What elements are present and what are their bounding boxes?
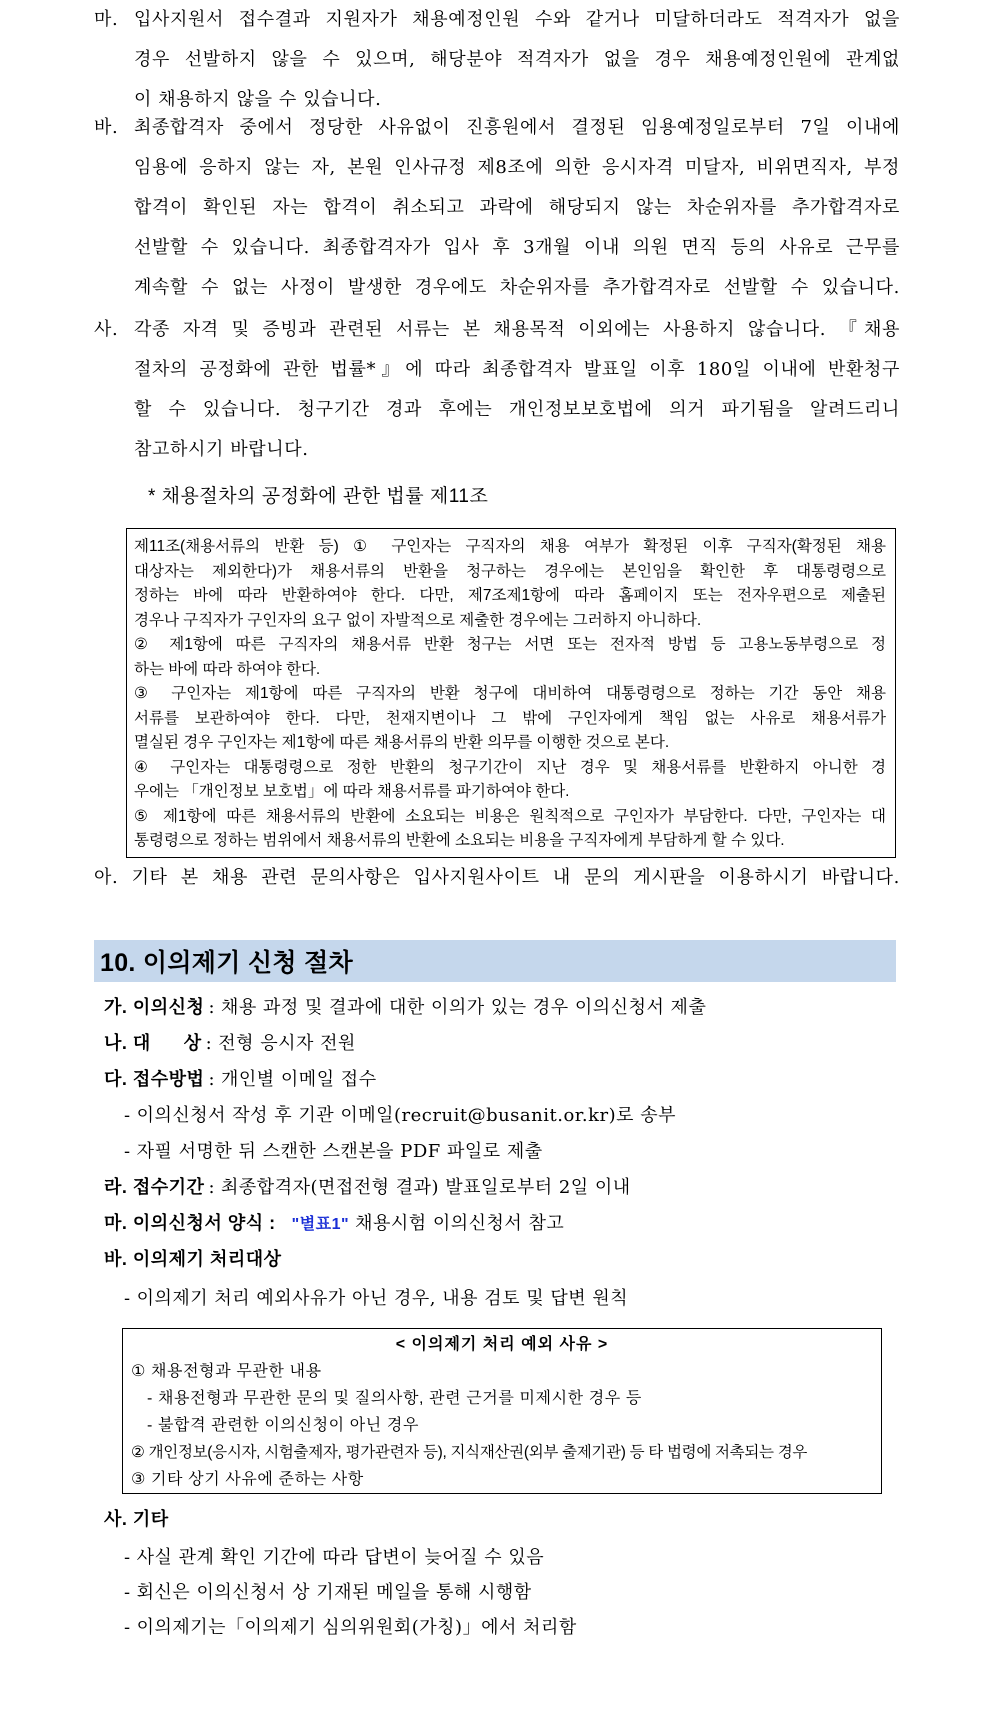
clause-line: 할 수 있습니다. 청구기간 경과 후에는 개인정보보호법에 의거 파기됨을 알려드리니 xyxy=(134,399,900,420)
clause-line: 최종합격자 중에서 정당한 사유없이 진흥원에서 결정된 임용예정일로부터 7일 이내에 xyxy=(134,117,900,138)
law-line: ② 제1항에 따른 구직자의 채용서류 반환 청구는 서면 또는 전자적 방법 등 고용노동부령으로 정 xyxy=(134,636,886,653)
section-title: 10. 이의제기 신청 절차 xyxy=(100,949,353,977)
exception-row: ② 개인정보(응시자, 시험출제자, 평가관련자 등), 지식재산권(외부 출제기관) 등 타 법령에 저촉되는 경우 xyxy=(131,1444,808,1461)
item-target xyxy=(104,1029,356,1055)
sub-item xyxy=(124,1613,577,1639)
item-label: 다. 접수방법 xyxy=(104,1069,205,1089)
clause-ma xyxy=(94,0,900,120)
clause-marker: 바. xyxy=(94,117,119,138)
item-form xyxy=(104,1209,564,1235)
item-label: 나. 대 상 xyxy=(104,1033,202,1053)
clause-marker: 마. xyxy=(94,9,119,30)
sub-item-text: 이의신청서 작성 후 기관 이메일(recruit@busanit.or.kr)로 송부 xyxy=(136,1105,677,1126)
clause-line: 임용에 응하지 않는 자, 본원 인사규정 제8조에 의한 응시자격 미달자, 비위면직자, 부정 xyxy=(134,157,900,178)
law-line: 서류를 보관하여야 한다. 다만, 천재지변이나 그 밖에 구인자에게 책임 없는 사유로 채용서류가 xyxy=(134,709,886,727)
item-label: 마. 이의신청서 양식 : xyxy=(104,1213,276,1233)
clause-line: 절차의 공정화에 관한 법률*』에 따라 최종합격자 발표일 이후 180일 이내에 반환청구 xyxy=(134,359,900,380)
dash: - xyxy=(124,1547,131,1568)
dash: - xyxy=(124,1288,131,1309)
colon: : xyxy=(208,997,216,1018)
section-header xyxy=(94,940,896,982)
exception-row: - 불합격 관련한 이의신청이 아닌 경우 xyxy=(147,1417,419,1434)
clause-line: 합격이 확인된 자는 합격이 취소되고 과락에 해당되지 않는 차순위자를 추가합격자로 xyxy=(134,197,900,218)
clause-line: 경우 선발하지 않을 수 있으며, 해당분야 적격자가 없을 경우 채용예정인원에 관계없 xyxy=(134,49,900,70)
item-value: 개인별 이메일 접수 xyxy=(221,1069,377,1090)
exception-row: - 채용전형과 무관한 문의 및 질의사항, 관련 근거를 미제시한 경우 등 xyxy=(147,1390,642,1407)
item-other xyxy=(104,1505,169,1531)
item-label: 라. 접수기간 xyxy=(104,1177,205,1197)
item-value: 채용 과정 및 결과에 대한 이의가 있는 경우 이의신청서 제출 xyxy=(221,997,707,1018)
clause-a: 아. 기타 본 채용 관련 문의사항은 입사지원사이트 내 문의 게시판을 이용하시기 바랍니다. xyxy=(94,867,900,888)
dash: - xyxy=(124,1582,131,1603)
item-period xyxy=(104,1173,631,1199)
clause-line: 참고하시기 바랍니다. xyxy=(134,439,309,460)
law-line: 통령령으로 정하는 범위에서 채용서류의 반환에 소요되는 비용을 구직자에게 부담하게 할 수 있다. xyxy=(134,832,785,849)
item-scope xyxy=(104,1245,282,1271)
law-line: 우에는 「개인정보 보호법」에 따라 채용서류를 파기하여야 한다. xyxy=(134,783,570,800)
exception-reasons-box xyxy=(122,1328,882,1494)
clause-ba xyxy=(94,108,900,308)
clause-line: 각종 자격 및 증빙과 관련된 서류는 본 채용목적 이외에는 사용하지 않습니다. 『채용 xyxy=(134,319,900,340)
item-label: 바. 이의제기 처리대상 xyxy=(104,1249,282,1269)
law-line: 제11조(채용서류의 반환 등) ① 구인자는 구직자의 채용 여부가 확정된 이후 구직자(확정된 채용 xyxy=(134,538,886,555)
sub-item-text: 이의제기는「이의제기 심의위원회(가칭)」에서 처리함 xyxy=(136,1617,577,1638)
sub-item xyxy=(124,1578,532,1604)
sub-item-text: 이의제기 처리 예외사유가 아닌 경우, 내용 검토 및 답변 원칙 xyxy=(136,1288,629,1309)
clause-line: 계속할 수 없는 사정이 발생한 경우에도 차순위자를 추가합격자로 선발할 수 있습니다. xyxy=(134,277,900,298)
law-line: ⑤ 제1항에 따른 채용서류의 반환에 소요되는 비용은 원칙적으로 구인자가 부담한다. 다만, 구인자는 대 xyxy=(134,807,886,825)
colon: : xyxy=(208,1177,216,1198)
item-label: 사. 기타 xyxy=(104,1509,169,1529)
sub-item xyxy=(124,1101,676,1127)
sub-item-text: 회신은 이의신청서 상 기재된 메일을 통해 시행함 xyxy=(136,1582,532,1603)
exception-row: ① 채용전형과 무관한 내용 xyxy=(131,1363,322,1380)
sub-item-text: 자필 서명한 뒤 스캔한 스캔본을 PDF 파일로 제출 xyxy=(136,1141,543,1162)
clause-line: 선발할 수 있습니다. 최종합격자가 입사 후 3개월 이내 의원 면직 등의 사유로 근무를 xyxy=(134,237,900,258)
dash: - xyxy=(124,1141,131,1162)
clause-marker: 사. xyxy=(94,319,119,340)
item-value: 최종합격자(면접전형 결과) 발표일로부터 2일 이내 xyxy=(221,1177,631,1198)
sub-item xyxy=(124,1137,543,1163)
colon: : xyxy=(205,1033,213,1054)
footnote-title: * 채용절차의 공정화에 관한 법률 제11조 xyxy=(148,486,489,507)
law-line: ④ 구인자는 대통령령으로 정한 반환의 청구기간이 지난 경우 및 채용서류를 반환하지 아니한 경 xyxy=(134,758,886,776)
item-method xyxy=(104,1065,377,1091)
sub-item xyxy=(124,1284,628,1310)
law-line: 멸실된 경우 구인자는 제1항에 따른 채용서류의 반환 의무를 이행한 것으로 본다. xyxy=(134,734,670,751)
law-excerpt-box xyxy=(126,528,896,858)
law-line: ③ 구인자는 제1항에 따른 구직자의 반환 청구에 대비하여 대통령령으로 정하는 기간 동안 채용 xyxy=(134,685,886,702)
clause-sa xyxy=(94,310,900,470)
law-line: 하는 바에 따라 하여야 한다. xyxy=(134,660,321,678)
item-value: 전형 응시자 전원 xyxy=(218,1033,356,1054)
item-objection xyxy=(104,993,706,1019)
item-label: 가. 이의신청 xyxy=(104,997,205,1017)
law-line: 경우나 구직자가 구인자의 요구 없이 자발적으로 제출한 경우에는 그러하지 아니하다. xyxy=(134,611,702,629)
sub-item xyxy=(124,1543,544,1569)
clause-line: 이 채용하지 않을 수 있습니다. xyxy=(134,89,382,110)
clause-line: 입사지원서 접수결과 지원자가 채용예정인원 수와 같거나 미달하더라도 적격자가 없을 xyxy=(134,9,900,30)
box-title: < 이의제기 처리 예외 사유 > xyxy=(395,1336,609,1353)
law-line: 정하는 바에 따라 반환하여야 한다. 다만, 제7조제1항에 따라 홈페이지 또는 전자우편으로 제출된 xyxy=(134,587,886,604)
sub-item-text: 사실 관계 확인 기간에 따라 답변이 늦어질 수 있음 xyxy=(136,1547,545,1568)
colon: : xyxy=(208,1069,216,1090)
item-value: 채용시험 이의신청서 참고 xyxy=(355,1213,565,1234)
dash: - xyxy=(124,1617,131,1638)
appendix-reference: "별표1" xyxy=(291,1216,350,1233)
exception-row: ③ 기타 상기 사유에 준하는 사항 xyxy=(131,1471,364,1488)
law-line: 대상자는 제외한다)가 채용서류의 반환을 청구하는 경우에는 본인임을 확인한 후 대통령령으로 xyxy=(134,562,886,580)
dash: - xyxy=(124,1105,131,1126)
